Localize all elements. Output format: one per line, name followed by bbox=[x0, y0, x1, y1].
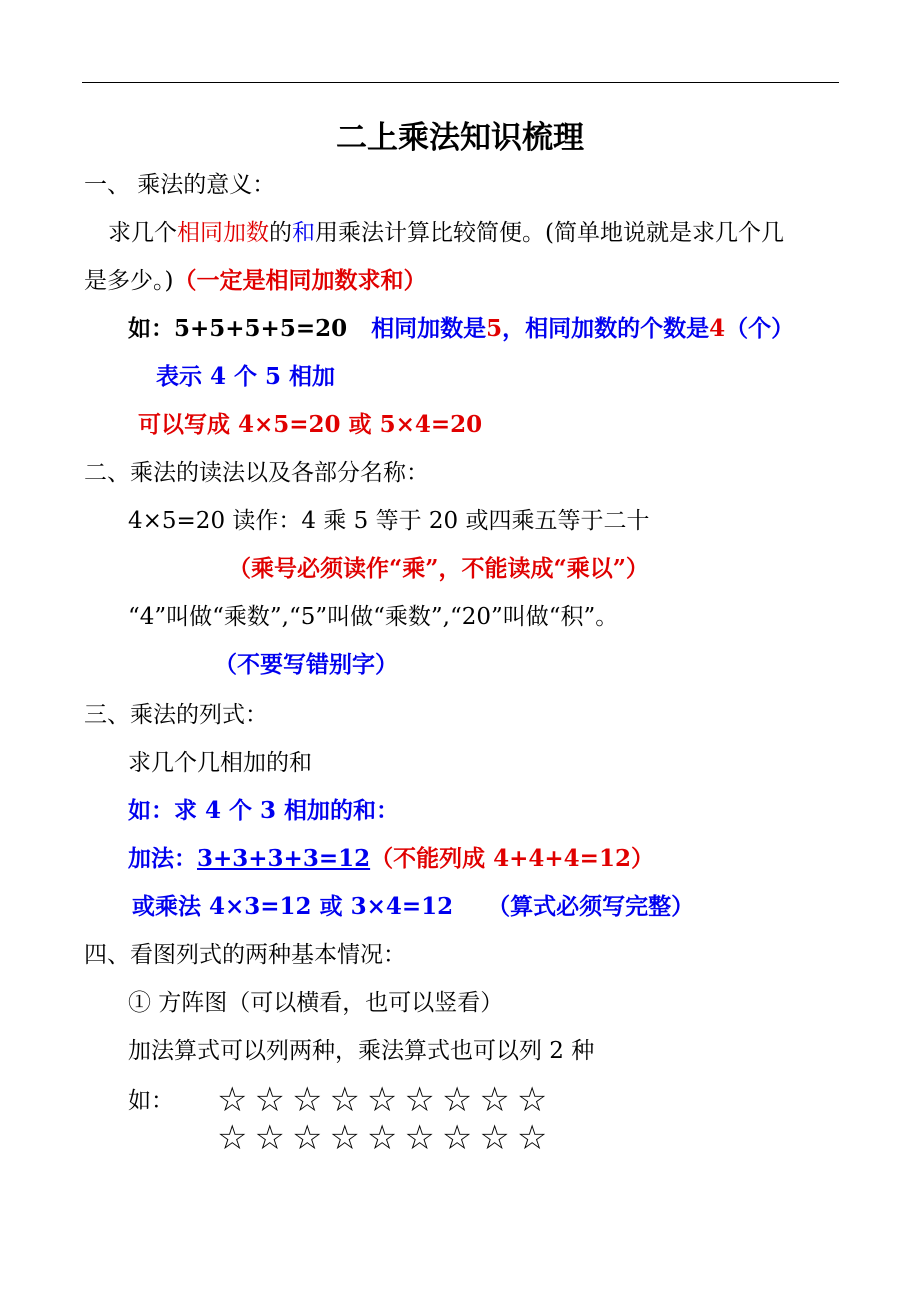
section-2-heading: 二、乘法的读法以及各部分名称： bbox=[84, 460, 429, 486]
section-3-addition bbox=[128, 844, 654, 874]
section-2-reading: 4×5=20 读作：4 乘 5 等于 20 或四乘五等于二十 bbox=[128, 508, 650, 534]
text: 加法： bbox=[128, 845, 197, 872]
page-title: 二上乘法知识梳理 bbox=[336, 120, 584, 156]
section-4-paragraph: 加法算式可以列两种，乘法算式也可以列 2 种 bbox=[128, 1038, 595, 1064]
text: （个） bbox=[725, 315, 795, 342]
section-3-example: 如：求 4 个 3 相加的和： bbox=[128, 797, 400, 824]
section-3-multiplication bbox=[132, 892, 694, 922]
highlight-sum: 和 bbox=[292, 220, 315, 246]
text: 求几个 bbox=[108, 220, 177, 246]
section-2-note2: （不要写错别字） bbox=[214, 651, 398, 678]
addition-equation: 3+3+3+3=12 bbox=[197, 845, 371, 872]
section-3-heading: 三、乘法的列式： bbox=[84, 702, 268, 728]
text: ，相同加数的个数是 bbox=[502, 315, 710, 342]
number: 5 bbox=[486, 315, 503, 342]
header-rule bbox=[82, 82, 839, 83]
section-2-names: “4”叫做“乘数”,“5”叫做“乘数”,“20”叫做“积”。 bbox=[128, 604, 619, 630]
text: 或乘法 4×3=12 或 3×4=12 bbox=[132, 893, 454, 920]
section-4-heading: 四、看图列式的两种基本情况： bbox=[84, 942, 406, 968]
section-2-note: （乘号必须读作“乘”，不能读成“乘以”） bbox=[228, 555, 649, 582]
text: 相同加数是 bbox=[371, 315, 487, 342]
note-red: （不能列成 4+4+4=12） bbox=[370, 845, 654, 872]
text: 用乘法计算比较简便。(简单地说就是求几个几 bbox=[315, 220, 784, 246]
section-3-paragraph: 求几个几相加的和 bbox=[128, 750, 312, 776]
section-1-paragraph-line2 bbox=[84, 266, 426, 296]
text: 是多少。) bbox=[84, 268, 174, 294]
section-4-item1: ① 方阵图（可以横看，也可以竖看） bbox=[128, 990, 504, 1016]
highlight-same-addend: 相同加数 bbox=[177, 220, 269, 246]
section-1-heading: 一、 乘法的意义： bbox=[84, 172, 276, 198]
section-1-paragraph-line1 bbox=[108, 218, 784, 248]
text: 的 bbox=[269, 220, 292, 246]
section-1-example-multiplication: 可以写成 4×5=20 或 5×4=20 bbox=[138, 411, 483, 438]
section-1-example-meaning: 表示 4 个 5 相加 bbox=[156, 363, 336, 390]
example-equation: 如：5+5+5+5=20 bbox=[128, 315, 348, 342]
number: 4 bbox=[709, 315, 726, 342]
star-row-2: ☆☆☆☆☆☆☆☆☆ bbox=[217, 1118, 555, 1158]
star-row-1: ☆☆☆☆☆☆☆☆☆ bbox=[217, 1080, 555, 1120]
note-blue: （算式必须写完整） bbox=[487, 893, 695, 920]
section-4-example-label: 如： bbox=[128, 1088, 174, 1114]
note-red: （一定是相同加数求和） bbox=[173, 268, 427, 294]
section-1-example bbox=[128, 314, 794, 344]
